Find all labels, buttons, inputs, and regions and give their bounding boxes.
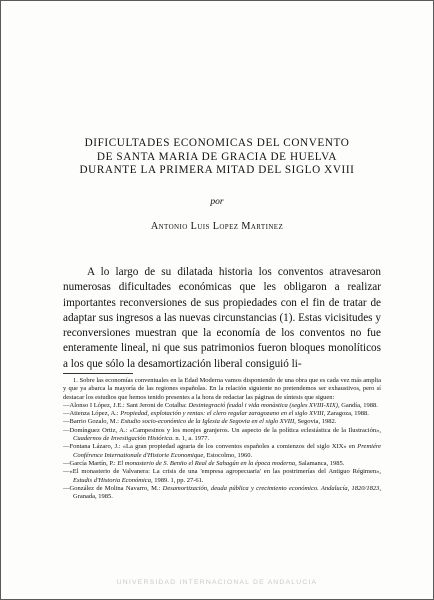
footnote-entry: —Atienza López, A.: Propiedad, explotación y rentas: el clero regular zaragozano en el siglo XVIII, Zaragoza, 1988.	[63, 410, 369, 418]
footnotes	[63, 377, 381, 501]
footnote-entry: —González de Molina Navarro, M.: Desamortización, deuda pública y crecimiento económico. Andalucía, 1820/1823, Granada, 1985.	[63, 484, 381, 501]
footnote-divider	[63, 373, 133, 374]
body-paragraph: A lo largo de su dilatada historia los conventos atravesaron numerosas dificultades económicas que les obligaron a realizar importantes reconversiones de sus propiedades con el fin de tratar de adaptar sus ingresos a las nuevas circunstancias (1). Estas vicisitudes y reconversiones muestran que la economía de los conventos no fue enteramente lineal, ni que sus patrimonios fueron bloques monolíticos a los que sólo la desamortización liberal consiguió li-	[63, 266, 381, 370]
footnote-entry: —Barrio Gozalo, M.: Estudio socio-económico de la Iglesia de Segovia en el siglo XVIII, Segovia, 1982.	[63, 418, 337, 426]
footnote-entry: —«El monasterio de Valvanera: La crisis de una 'empresa agropecuaria' en las postrimerías del Antiguo Régimen», Estudis d'Historia Económica, 1989. 1, pp. 27-61.	[63, 468, 381, 484]
title-line-3: DURANTE LA PRIMERA MITAD DEL SIGLO XVIII	[79, 164, 355, 176]
title-line-2: DE SANTA MARIA DE GRACIA DE HUELVA	[96, 150, 338, 163]
watermark: UNIVERSIDAD INTERNACIONAL DE ANDALUCIA	[116, 579, 318, 586]
title-line-1: DIFICULTADES ECONOMICAS DEL CONVENTO	[84, 137, 350, 149]
footnote-entry: —Fontana Lázaro, J.: «La gran propiedad agraria de los conventos españoles a comienzos del siglo XIX» en Premiére Conférence Internationale d'Historie Economique, Estocolmo, 1960.	[63, 443, 381, 459]
article-title	[31, 137, 403, 178]
author-name: Antonio Luis Lopez Martinez	[150, 221, 284, 232]
footnote-entry: —Alonso I López, J.E.: Sant Jeroni de Cotalba: Desintegració feudal i vida monàstica (segles XVIII-XIX), Gandía, 1988.	[63, 401, 378, 409]
footnote-entry: —Domínguez Ortiz, A.: «Campesinos y los monjes granjeros. Un aspecto de la política eclesiástica de la Ilustración», Cuadernos de Investigación Histórica. n. 1, a. 1977.	[63, 426, 381, 443]
footnote-entry: —García Martín, P.: El monasterio de S. Benito el Real de Sahagún en la época moderna, Salamanca, 1985.	[63, 459, 345, 467]
byline: por	[210, 197, 224, 207]
footnote-intro: 1. Sobre las economías conventuales en la Edad Moderna vamos disponiendo de una obra que es cada vez más amplia y que ya abarca la mayoría de las regiones españolas. En la relación siguiente no pretendemos ser exhaustivos, pero sí destacar los estudios que hemos tenido presentes a la hora de redactar las páginas de síntesis que siguen:	[63, 377, 381, 401]
